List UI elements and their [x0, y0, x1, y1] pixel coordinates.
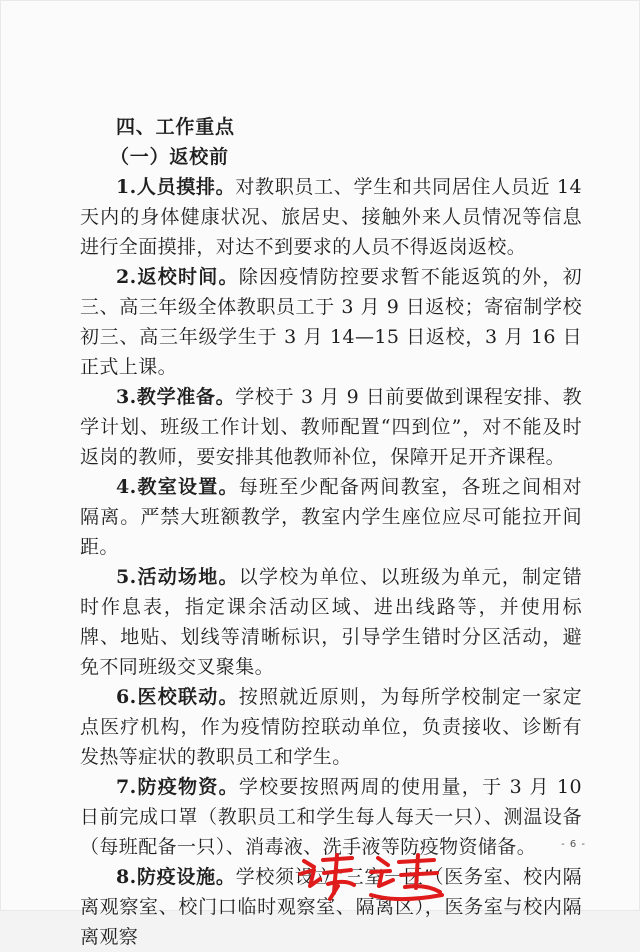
paragraph-2-text: 除因疫情防控要求暂不能返筑的外，初三、高三年级全体教职员工于 3 月 9 日返校；寄宿制学校初三、高三年级学生于 3 月 14—15 日返校，3 月 16 日正式上课。 — [80, 266, 582, 378]
paragraph-7-lead: 7.防疫物资。 — [116, 776, 239, 798]
paragraph-4-text: 每班至少配备两间教室，各班之间相对隔离。严禁大班额教学，教室内学生座位应尽可能拉开间距。 — [80, 476, 582, 558]
paragraph-6-lead: 6.医校联动。 — [116, 686, 239, 708]
paragraph-2 — [80, 262, 582, 382]
paragraph-3-lead: 3.教学准备。 — [116, 386, 236, 408]
paragraph-4-lead: 4.教室设置。 — [116, 476, 239, 498]
paragraph-5-text: 以学校为单位、以班级为单元，制定错时作息表，指定课余活动区域、进出线路等，并使用标牌、地贴、划线等清晰标识，引导学生错时分区活动，避免不同班级交叉聚集。 — [80, 566, 582, 678]
paragraph-5-lead: 5.活动场地。 — [116, 566, 239, 588]
paragraph-7 — [80, 772, 582, 862]
paragraph-7-text: 学校要按照两周的使用量，于 3 月 10 日前完成口罩（教职员工和学生每人每天一只）、测温设备（每班配备一只）、消毒液、洗手液等防疫物资储备。 — [80, 776, 583, 858]
paragraph-8-text: 学校须设立“三室一区”（医务室、校内隔离观察室、校门口临时观察室、隔离区），医务室与校内隔离观察 — [80, 866, 582, 948]
paragraph-1-lead: 1.人员摸排。 — [116, 176, 236, 198]
paragraph-3 — [80, 382, 582, 472]
section-title: 四、工作重点 — [116, 116, 235, 138]
paragraph-2-lead: 2.返校时间。 — [116, 266, 239, 288]
paragraph-5 — [80, 562, 582, 682]
watermark-logo — [292, 850, 452, 905]
paragraph-1-text: 对教职员工、学生和共同居住人员近 14 天内的身体健康状况、旅居史、接触外来人员情况等信息进行全面摸排，对达不到要求的人员不得返岗返校。 — [80, 176, 582, 258]
paragraph-6-text: 按照就近原则，为每所学校制定一家定点医疗机构，作为疫情防控联动单位，负责接收、诊断有发热等症状的教职员工和学生。 — [80, 686, 582, 768]
paragraph-6 — [80, 682, 582, 772]
document-content — [80, 112, 582, 952]
page-number: - 6 - — [561, 839, 586, 850]
subsection-title: （一）返校前 — [110, 146, 229, 168]
paragraph-1 — [80, 172, 582, 262]
paragraph-3-text: 学校于 3 月 9 日前要做到课程安排、教学计划、班级工作计划、教师配置“四到位”，对不能及时返岗的教师，要安排其他教师补位，保障开足开齐课程。 — [80, 386, 582, 468]
paragraph-4 — [80, 472, 582, 562]
paragraph-8-lead: 8.防疫设施。 — [116, 866, 236, 888]
